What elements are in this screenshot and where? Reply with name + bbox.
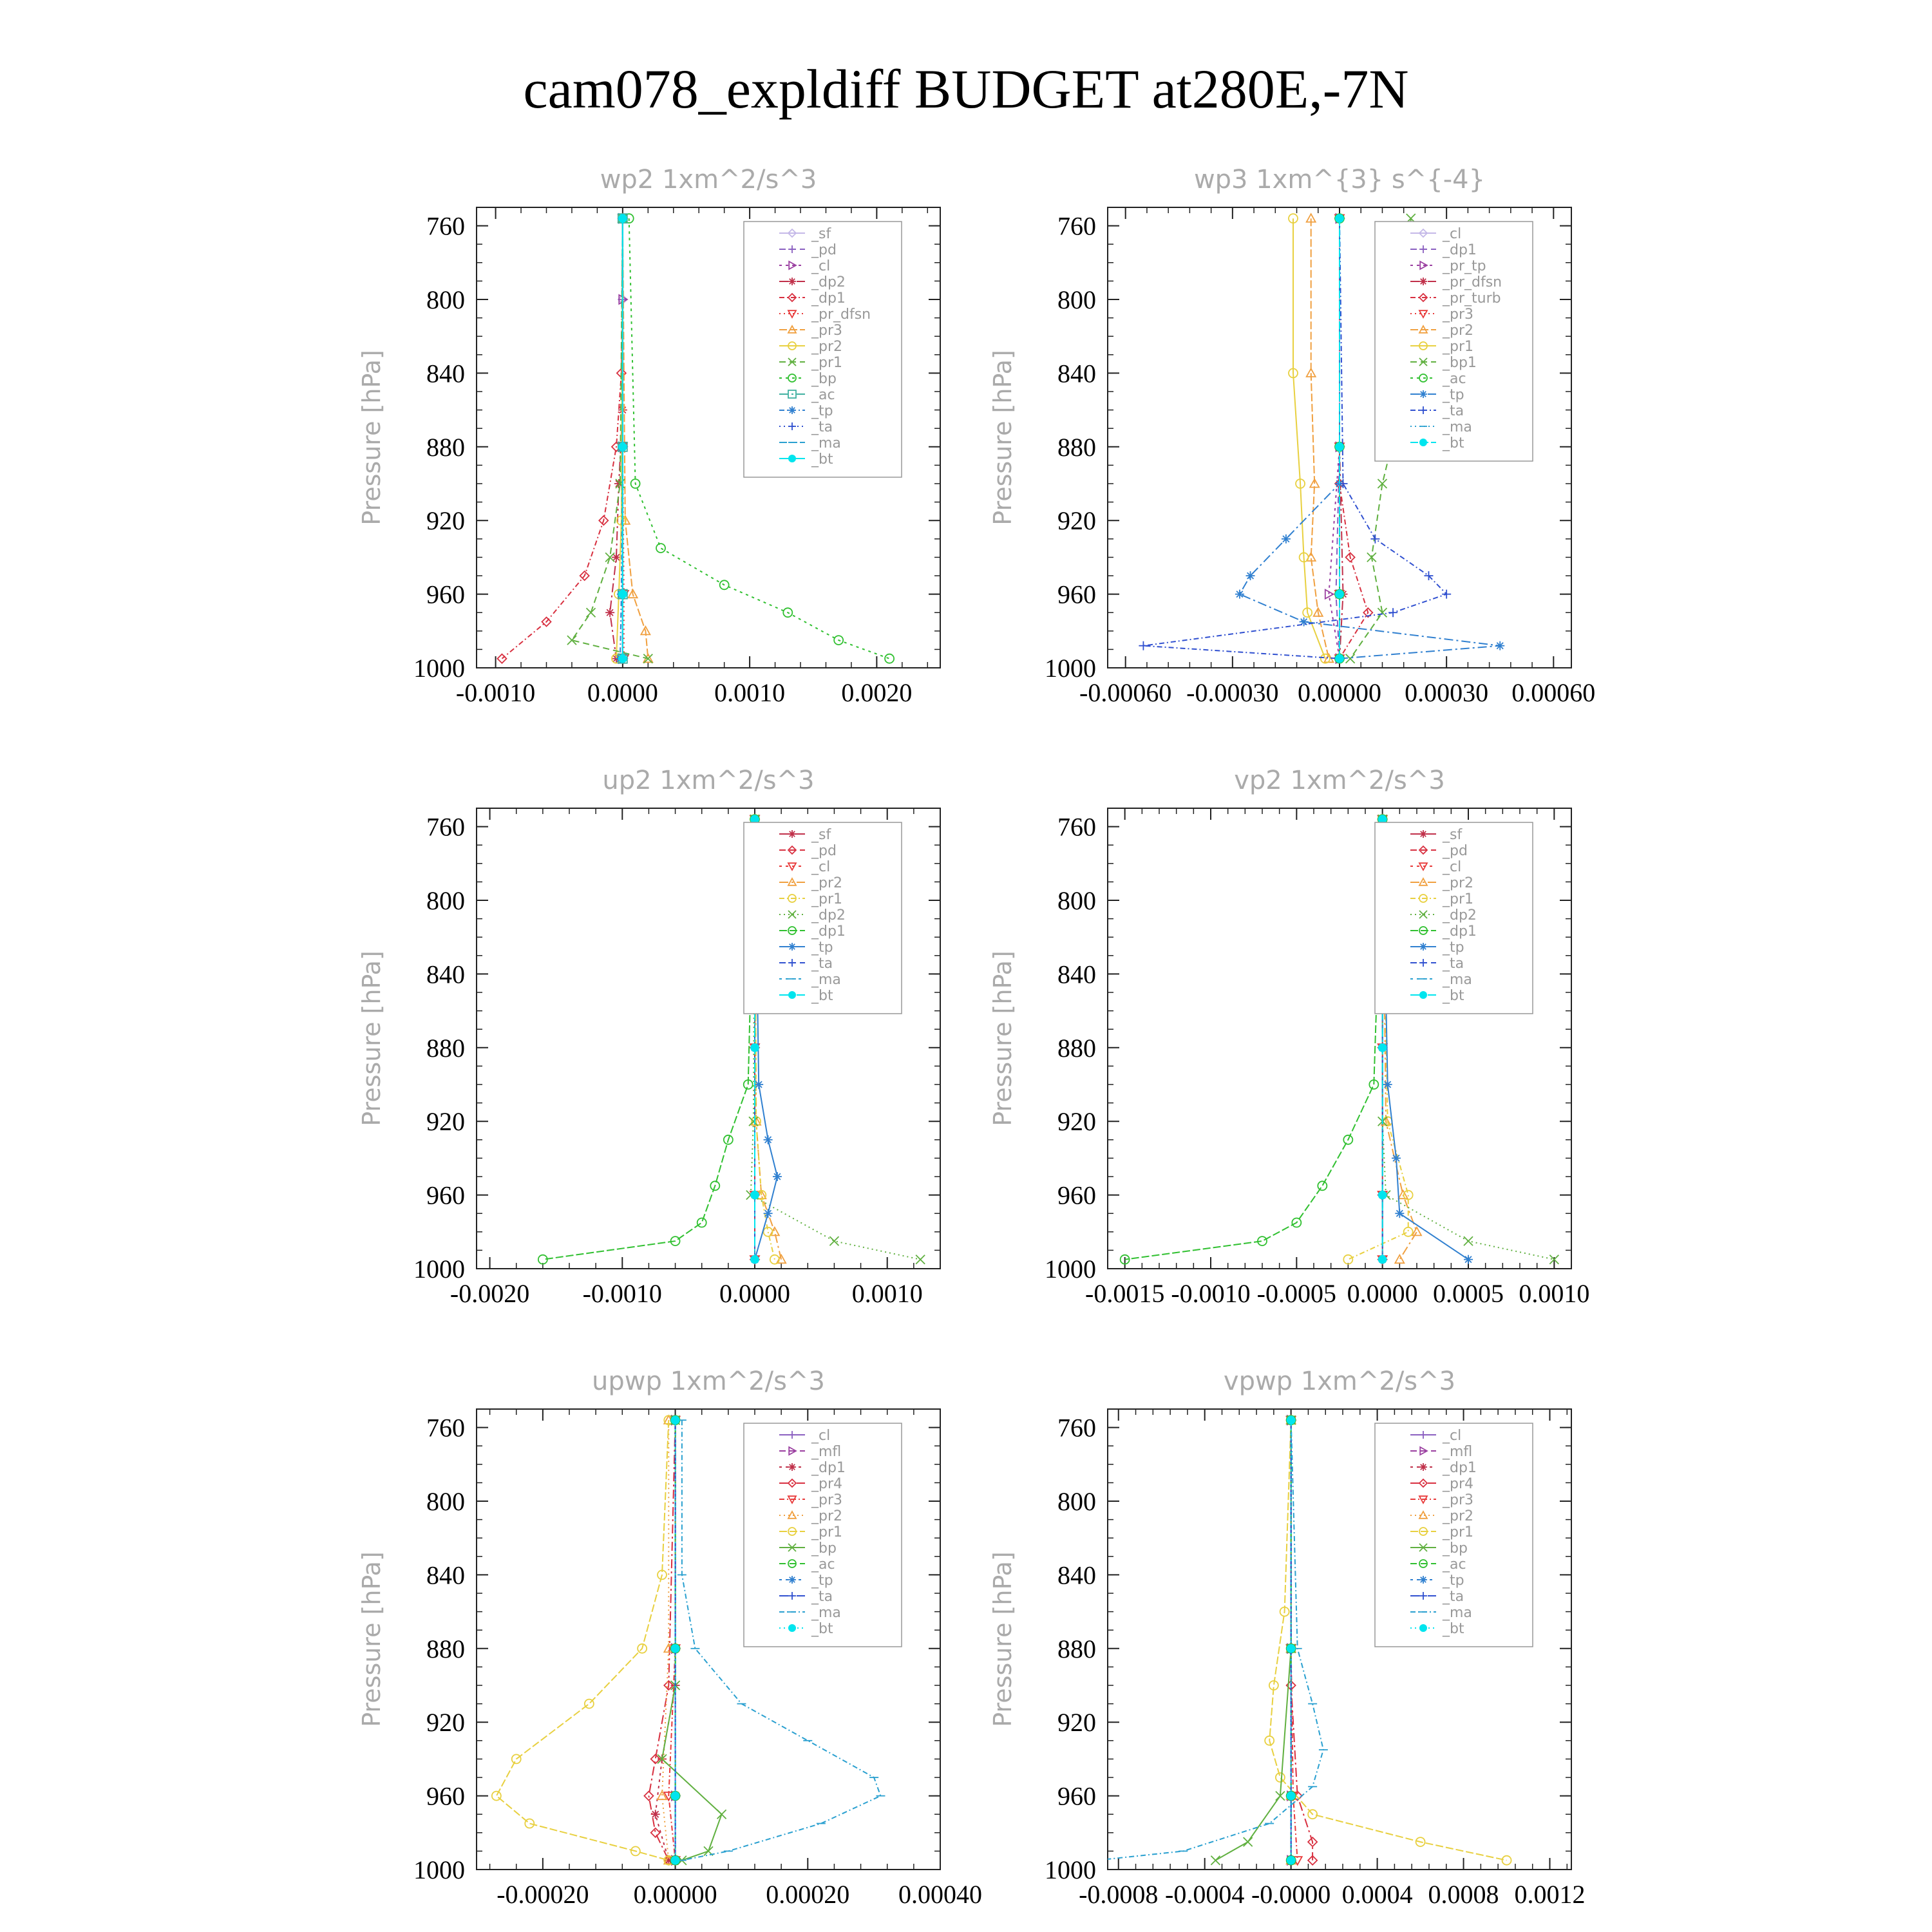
y-tick-label: 920 [1057, 506, 1096, 536]
series-line_pr2 [1311, 218, 1329, 659]
data-point_bt [1336, 214, 1343, 222]
y-tick-label: 880 [1057, 432, 1096, 462]
data-point_ta [1442, 590, 1451, 599]
legend-marker [789, 455, 795, 462]
y-tick-label: 960 [1057, 580, 1096, 609]
legend [1375, 1423, 1533, 1647]
legend-marker [788, 406, 796, 414]
legend-label: _pr4 [1443, 1476, 1474, 1492]
y-tick-label: 840 [426, 359, 465, 388]
legend-label: _ma [1443, 419, 1472, 435]
legend-label: _dp2 [811, 274, 846, 290]
legend-marker [1419, 943, 1427, 951]
data-point_tp [1392, 1153, 1401, 1162]
data-point_pr1 [567, 636, 576, 645]
legend-label: _ma [1443, 972, 1472, 988]
y-tick-label: 800 [1057, 285, 1096, 314]
legend-label: _pr1 [1443, 339, 1474, 355]
chart-title: wp3 1xm^{3} s^{-4} [1193, 165, 1486, 194]
data-point_pr2 [1395, 1255, 1404, 1264]
data-point_bp [885, 654, 894, 663]
legend-label: _tp [1443, 940, 1464, 956]
legend-label: _tp [1443, 387, 1464, 403]
legend-label: _pr1 [811, 1524, 843, 1540]
legend-label: _dp1 [1443, 923, 1477, 940]
legend-label: _sf [811, 226, 831, 242]
y-axis-label: Pressure [hPa] [989, 350, 1017, 526]
x-tick-label: 0.0000 [1347, 1279, 1418, 1308]
legend-label: _dp1 [811, 290, 846, 307]
x-tick-label: 0.00040 [898, 1880, 982, 1909]
data-point_pr1 [1276, 1773, 1285, 1782]
legend-label: _ma [1443, 1605, 1472, 1621]
legend-label: _sf [811, 827, 831, 843]
legend-label: _pr_turb [1443, 290, 1501, 307]
y-axis-label: Pressure [hPa] [989, 1551, 1017, 1727]
legend-label: _pr2 [1443, 323, 1474, 339]
y-axis-label: Pressure [hPa] [357, 350, 386, 526]
legend-label: _bt [1443, 435, 1464, 451]
data-point_bt [619, 214, 627, 222]
data-point_bt [672, 1416, 679, 1424]
y-tick-label: 880 [426, 432, 465, 462]
data-point_tp [1464, 1255, 1473, 1264]
data-point_pr1 [1502, 1856, 1511, 1865]
chart-title: upwp 1xm^2/s^3 [592, 1367, 825, 1396]
legend-label: _ma [811, 972, 841, 988]
chart-title: vp2 1xm^2/s^3 [1234, 766, 1445, 795]
y-tick-label: 960 [1057, 1180, 1096, 1210]
data-point_bt [619, 591, 627, 598]
page-title: cam078_expldiff BUDGET at280E,-7N [523, 58, 1409, 120]
legend-label: _mfl [811, 1444, 842, 1460]
y-tick-label: 960 [426, 580, 465, 609]
data-point_tp [773, 1172, 782, 1181]
legend-label: _ta [811, 1589, 833, 1605]
legend-label: _dp2 [1443, 907, 1477, 923]
data-point_bt [1287, 1645, 1295, 1653]
legend [744, 222, 902, 477]
legend-marker [789, 992, 795, 998]
legend-label: _cl [811, 1428, 831, 1444]
legend-label: _pr2 [811, 875, 843, 891]
y-tick-label: 1000 [1045, 1255, 1096, 1283]
x-tick-label: -0.0000 [1251, 1880, 1331, 1909]
legend-label: _cl [1443, 859, 1462, 875]
y-tick-label: 920 [1057, 1107, 1096, 1137]
series-line_pr1 [572, 218, 648, 659]
data-point_tp [1246, 571, 1255, 580]
data-point_bt [1287, 1857, 1295, 1864]
y-tick-label: 920 [426, 1107, 465, 1137]
x-tick-label: -0.0020 [450, 1279, 530, 1308]
x-tick-label: 0.0000 [587, 678, 658, 707]
x-tick-label: -0.0010 [1171, 1279, 1251, 1308]
x-tick-label: 0.0012 [1514, 1880, 1586, 1909]
x-tick-label: 0.0005 [1433, 1279, 1504, 1308]
x-tick-label: -0.0004 [1165, 1880, 1245, 1909]
chart-panel-3 [357, 766, 940, 1308]
legend-label: _pr_dfsn [811, 307, 871, 323]
y-tick-label: 880 [1057, 1033, 1096, 1063]
data-point_dp1 [1318, 1181, 1327, 1190]
y-tick-label: 1000 [413, 1255, 465, 1283]
y-tick-label: 920 [1057, 1708, 1096, 1738]
legend-label: _pr_tp [1443, 258, 1486, 274]
legend-label: _ma [811, 1605, 841, 1621]
legend-label: _tp [811, 1573, 833, 1589]
x-tick-label: -0.0015 [1085, 1279, 1165, 1308]
data-point_ta [1139, 641, 1148, 650]
y-axis-label: Pressure [hPa] [357, 1551, 386, 1727]
legend-label: _bp [1443, 1540, 1468, 1557]
data-point_bt [619, 443, 627, 451]
data-point_bp [656, 544, 665, 553]
chart-panel-2 [989, 165, 1595, 707]
legend-label: _ac [811, 387, 835, 403]
chart-panel-5 [357, 1367, 982, 1909]
y-tick-label: 920 [426, 1708, 465, 1738]
x-tick-label: -0.00030 [1186, 678, 1279, 707]
legend-label: _pr_dfsn [1443, 274, 1502, 290]
legend-marker [1419, 390, 1427, 398]
x-tick-label: 0.00020 [766, 1880, 850, 1909]
data-point_dp1 [697, 1218, 706, 1227]
chart-panel-1 [357, 165, 940, 707]
y-tick-label: 840 [426, 1560, 465, 1590]
y-tick-label: 760 [426, 1413, 465, 1443]
data-point_bt [1336, 655, 1343, 663]
legend [744, 1423, 902, 1647]
x-tick-label: 0.00030 [1405, 678, 1489, 707]
x-tick-label: 0.00000 [1298, 678, 1381, 707]
legend-marker [1420, 992, 1426, 998]
x-tick-label: -0.0010 [582, 1279, 662, 1308]
x-tick-label: 0.0020 [841, 678, 913, 707]
legend-label: _pr2 [1443, 1508, 1474, 1524]
legend-label: _bt [1443, 1621, 1464, 1637]
data-point_bt [1379, 1191, 1387, 1199]
data-point_tp [1235, 590, 1244, 599]
data-point_ta [1370, 535, 1379, 544]
legend-label: _dp1 [811, 1460, 846, 1476]
y-tick-label: 840 [1057, 1560, 1096, 1590]
y-tick-label: 880 [426, 1033, 465, 1063]
legend-label: _cl [811, 859, 831, 875]
chart-panel-6 [989, 1367, 1586, 1909]
data-point_bt [1336, 443, 1343, 451]
legend-label: _tp [811, 940, 833, 956]
legend-label: _pr3 [811, 323, 843, 339]
data-point_bt [1336, 591, 1343, 598]
data-point_ta [1388, 608, 1397, 617]
y-tick-label: 760 [426, 812, 465, 842]
legend-label: _bt [811, 1621, 833, 1637]
legend-label: _cl [1443, 1428, 1462, 1444]
legend-label: _pd [811, 843, 837, 859]
y-tick-label: 760 [1057, 812, 1096, 842]
legend-label: _pr1 [1443, 1524, 1474, 1540]
data-point_bt [1287, 1792, 1295, 1800]
data-point_pr2 [1399, 1191, 1408, 1199]
data-point_bt [751, 1044, 759, 1052]
series-line_pr1 [1293, 218, 1325, 659]
data-point_pr2 [1412, 1227, 1421, 1236]
y-tick-label: 800 [1057, 1487, 1096, 1516]
data-point_pr1 [1404, 1227, 1413, 1236]
y-tick-label: 800 [426, 886, 465, 915]
series-line_dp1 [1125, 819, 1383, 1260]
legend-label: _pr1 [811, 891, 843, 907]
data-point_dp1 [497, 654, 506, 663]
data-point_bp [717, 1810, 726, 1819]
y-tick-label: 760 [1057, 1413, 1096, 1443]
legend-label: _ta [1443, 403, 1464, 419]
data-point_dp2 [916, 1255, 925, 1264]
legend-marker [1419, 1576, 1427, 1584]
legend-marker [1419, 830, 1427, 838]
legend [744, 822, 902, 1014]
legend-label: _tp [1443, 1573, 1464, 1589]
y-tick-label: 800 [426, 285, 465, 314]
data-point_tp [1495, 641, 1504, 650]
data-point_tp [1395, 1209, 1404, 1218]
x-tick-label: 0.0000 [719, 1279, 790, 1308]
legend-label: _ta [811, 956, 833, 972]
y-tick-label: 960 [426, 1180, 465, 1210]
series-line_pr1 [497, 1420, 668, 1861]
legend-label: _pr3 [1443, 1492, 1474, 1508]
data-point_bt [751, 1256, 759, 1264]
legend-label: _pr3 [1443, 307, 1474, 323]
data-point_pr4 [651, 1828, 660, 1837]
y-tick-label: 1000 [413, 1855, 465, 1884]
legend-marker [1420, 439, 1426, 446]
legend-label: _ta [811, 419, 833, 435]
y-axis-label: Pressure [hPa] [357, 951, 386, 1126]
x-tick-label: 0.0010 [714, 678, 786, 707]
legend-label: _cl [1443, 226, 1462, 242]
y-tick-label: 1000 [1045, 654, 1096, 683]
x-tick-label: 0.00000 [633, 1880, 717, 1909]
data-point_tp [1383, 1080, 1392, 1089]
data-point_pr1 [525, 1819, 534, 1828]
x-tick-label: -0.00020 [497, 1880, 589, 1909]
data-point_bt [1287, 1416, 1295, 1424]
data-point_dp2 [605, 608, 614, 617]
legend [1375, 222, 1533, 461]
data-point_bt [1379, 1256, 1387, 1264]
legend-marker [788, 1463, 796, 1471]
legend-label: _pd [811, 242, 837, 258]
series-line_dp1 [543, 819, 755, 1260]
data-point_bt [672, 1645, 679, 1653]
data-point_tp [764, 1135, 773, 1144]
legend-label: _dp1 [1443, 242, 1477, 258]
legend-label: _bp [811, 1540, 837, 1557]
legend-marker [788, 943, 796, 951]
y-tick-label: 840 [426, 960, 465, 989]
x-tick-label: -0.0008 [1079, 1880, 1159, 1909]
y-tick-label: 960 [426, 1781, 465, 1811]
legend-label: _pr2 [811, 339, 843, 355]
series-line_dp1 [502, 218, 623, 659]
legend-label: _cl [811, 258, 831, 274]
data-point_bt [672, 1792, 679, 1800]
legend-label: _dp2 [811, 907, 846, 923]
y-tick-label: 1000 [1045, 1855, 1096, 1884]
legend-marker [1419, 278, 1427, 285]
legend-label: _ac [1443, 1557, 1466, 1573]
y-tick-label: 880 [1057, 1634, 1096, 1663]
chart-panel-4 [989, 766, 1589, 1308]
legend-label: _pr3 [811, 1492, 843, 1508]
data-point_tp [764, 1209, 773, 1218]
legend-marker [1419, 1463, 1427, 1471]
legend-label: _ac [811, 1557, 835, 1573]
data-point_pr1 [585, 1700, 594, 1709]
legend-label: _ac [1443, 371, 1466, 387]
chart-title: vpwp 1xm^2/s^3 [1223, 1367, 1456, 1396]
legend-label: _pr1 [811, 355, 843, 371]
y-tick-label: 840 [1057, 359, 1096, 388]
data-point_pr1 [587, 608, 596, 617]
y-tick-label: 1000 [413, 654, 465, 683]
chart-title: up2 1xm^2/s^3 [602, 766, 815, 795]
y-tick-label: 760 [1057, 211, 1096, 241]
x-tick-label: 0.0010 [1519, 1279, 1590, 1308]
data-point_dp2 [1464, 1236, 1473, 1245]
legend-label: _ma [811, 435, 841, 451]
x-tick-label: 0.0008 [1428, 1880, 1499, 1909]
x-tick-label: 0.0010 [851, 1279, 923, 1308]
data-point_bt [619, 655, 627, 663]
legend-label: _pr1 [1443, 891, 1474, 907]
legend-label: _bt [811, 988, 833, 1004]
legend-label: _bt [811, 451, 833, 468]
series-line_bp [1215, 1420, 1291, 1861]
data-point_pr1 [1343, 1255, 1352, 1264]
y-tick-label: 800 [426, 1487, 465, 1516]
legend-label: _pr2 [1443, 875, 1474, 891]
data-point_bp [1244, 1837, 1253, 1846]
data-point_dp2 [829, 1236, 838, 1245]
legend-marker [789, 1625, 795, 1631]
legend-label: _dp1 [811, 923, 846, 940]
x-tick-label: 0.0004 [1341, 1880, 1413, 1909]
y-tick-label: 920 [426, 506, 465, 536]
legend-marker [788, 278, 796, 285]
legend-label: _bp1 [1443, 355, 1477, 371]
y-tick-label: 960 [1057, 1781, 1096, 1811]
y-tick-label: 880 [426, 1634, 465, 1663]
y-tick-label: 800 [1057, 886, 1096, 915]
x-tick-label: -0.00060 [1079, 678, 1172, 707]
legend [1375, 822, 1533, 1014]
legend-label: _tp [811, 403, 833, 419]
y-tick-label: 760 [426, 211, 465, 241]
data-point_bt [1379, 1044, 1387, 1052]
legend-label: _mfl [1443, 1444, 1473, 1460]
legend-label: _pr4 [811, 1476, 843, 1492]
legend-label: _ta [1443, 956, 1464, 972]
legend-label: _bt [1443, 988, 1464, 1004]
x-tick-label: 0.00060 [1511, 678, 1596, 707]
legend-marker [788, 1576, 796, 1584]
y-axis-label: Pressure [hPa] [989, 951, 1017, 1126]
legend-label: _pd [1443, 843, 1468, 859]
data-point_bt [672, 1857, 679, 1864]
data-point_bp [1211, 1856, 1220, 1865]
data-point_bt [751, 1191, 759, 1199]
legend-label: _ta [1443, 1589, 1464, 1605]
legend-label: _dp1 [1443, 1460, 1477, 1476]
legend-label: _pr2 [811, 1508, 843, 1524]
x-tick-label: -0.0005 [1256, 1279, 1336, 1308]
x-tick-label: -0.0010 [455, 678, 536, 707]
y-tick-label: 840 [1057, 960, 1096, 989]
legend-label: _bp [811, 371, 837, 387]
data-point_pr1 [492, 1792, 501, 1801]
legend-marker [1420, 1625, 1426, 1631]
legend-label: _sf [1443, 827, 1463, 843]
legend-marker [788, 830, 796, 838]
chart-title: wp2 1xm^2/s^3 [600, 165, 817, 194]
